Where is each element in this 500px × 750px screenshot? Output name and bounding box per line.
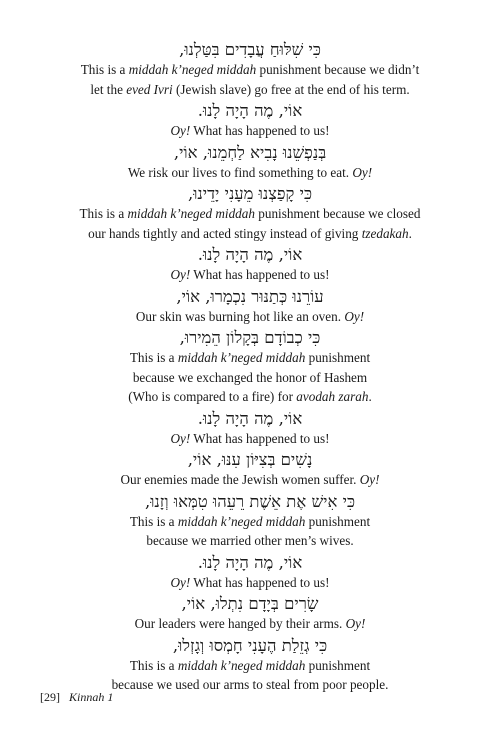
verse-block <box>40 553 460 595</box>
translation-line <box>40 387 460 407</box>
translation-line <box>40 80 460 100</box>
translation-line <box>40 656 460 676</box>
translation-text: (Jewish slave) go free at the end of his term. <box>172 81 410 97</box>
hebrew-line: כִּי גְזֵלַת הֶעָנִי חָמְסוּ וְגָזְלוּ, <box>172 635 328 655</box>
italic-term: Oy! <box>170 430 191 446</box>
italic-term: middah k’neged middah <box>127 206 255 221</box>
hebrew-line: בְּנַפְשֵׁנוּ נָבִיא לַחְמֵנוּ, אוֹי, <box>173 142 327 162</box>
verse-block <box>40 409 460 451</box>
translation-text: Our skin was burning hot like an oven. <box>135 308 345 324</box>
hebrew-line: אוֹי, מֶה הָיָה לָנוּ. <box>197 101 303 120</box>
hebrew-line: שָׂרִים בְּיָדָם נִתְלוּ, אוֹי, <box>181 594 319 613</box>
verse-block <box>40 492 460 553</box>
italic-term: Oy! <box>345 616 366 631</box>
italic-term: middah k’neged middah <box>177 513 306 529</box>
verse-block <box>40 143 460 185</box>
hebrew-line: נָשִׁים בְּצִיּוֹן עִנּוּ, אוֹי, <box>187 450 313 469</box>
italic-term: Oy! <box>359 472 380 487</box>
translation-text: Our enemies made the Jewish women suffer. <box>120 472 360 487</box>
translation-line <box>40 368 460 388</box>
italic-term: tzedakah <box>361 225 409 241</box>
italic-term: eved Ivri <box>126 81 173 97</box>
italic-term: Oy! <box>344 308 365 324</box>
page-footer <box>40 690 113 705</box>
translation-text: punishment <box>305 657 371 673</box>
translation-text: This is a <box>129 657 178 673</box>
translation-text: punishment because we didn’t <box>256 62 420 77</box>
translation-line <box>40 573 460 593</box>
translation-text: because we married other men’s wives. <box>146 533 354 548</box>
italic-term: Oy! <box>170 123 191 138</box>
translation-text: This is a <box>129 350 178 365</box>
translation-text: . <box>368 389 372 404</box>
translation-line <box>40 348 460 368</box>
verse-block <box>40 184 460 245</box>
translation-text: We risk our lives to find something to eat. <box>127 164 353 180</box>
translation-line <box>40 204 460 224</box>
translation-text: What has happened to us! <box>190 123 330 138</box>
translation-line <box>40 512 460 532</box>
translation-text: punishment because we closed <box>254 206 421 221</box>
translation-line <box>40 121 460 141</box>
hebrew-line: אוֹי, מֶה הָיָה לָנוּ. <box>197 245 303 264</box>
hebrew-line: כִּי שִׁלּוּחַ עֲבָדִים בִּטַּלְנוּ, <box>179 40 321 59</box>
italic-term: middah k’neged middah <box>177 657 306 673</box>
translation-line <box>40 163 460 183</box>
translation-line <box>40 531 460 551</box>
translation-line <box>40 307 460 327</box>
verse-block <box>40 245 460 287</box>
translation-line <box>40 265 460 285</box>
hebrew-line: אוֹי, מֶה הָיָה לָנוּ. <box>197 408 303 428</box>
verse-block <box>40 328 460 409</box>
translation-text: let the <box>90 81 127 97</box>
translation-text: because we used our arms to steal from poor people. <box>111 677 389 692</box>
verse-block <box>40 450 460 492</box>
verse-block <box>40 40 460 101</box>
translation-text: This is a <box>129 513 178 529</box>
translation-text: What has happened to us! <box>190 430 330 446</box>
translation-text: punishment <box>305 513 371 529</box>
verse-block <box>40 101 460 143</box>
hebrew-line: כִּי אִישׁ אֶת אֵשֶׁת רֵעֵהוּ טִמְּאוּ וְזָנוּ, <box>144 491 356 511</box>
translation-line <box>40 470 460 490</box>
translation-line <box>40 429 460 449</box>
translation-text: What has happened to us! <box>190 574 330 590</box>
translation-line <box>40 224 460 244</box>
hebrew-line: כִּי קָפַצְנוּ מֵעָנִי יָדֵינוּ, <box>187 184 313 203</box>
verse-block <box>40 594 460 636</box>
translation-line <box>40 60 460 80</box>
kinnah-text <box>40 40 460 697</box>
translation-text: This is a <box>79 206 128 221</box>
translation-text: This is a <box>80 62 129 77</box>
page-number: [29] <box>40 690 60 704</box>
translation-text: . <box>408 225 412 241</box>
translation-text: Our leaders were hanged by their arms. <box>134 616 346 631</box>
translation-text: our hands tightly and acted stingy instead of giving <box>88 225 362 241</box>
translation-line <box>40 614 460 634</box>
translation-text: because we exchanged the honor of Hashem <box>132 369 368 385</box>
translation-text: (Who is compared to a fire) for <box>128 389 297 404</box>
verse-block <box>40 636 460 697</box>
italic-term: middah k’neged middah <box>128 62 257 77</box>
translation-text: What has happened to us! <box>190 267 330 282</box>
italic-term: Oy! <box>170 574 191 590</box>
hebrew-line: אוֹי, מֶה הָיָה לָנוּ. <box>197 552 303 572</box>
italic-term: avodah zarah <box>296 389 369 404</box>
book-title: Kinnah 1 <box>69 690 114 704</box>
translation-text: punishment <box>305 350 371 365</box>
hebrew-line: עוֹרֵנוּ כְּתַנּוּר נִכְמָרוּ, אוֹי, <box>176 286 324 306</box>
italic-term: Oy! <box>352 164 373 180</box>
hebrew-line: כִּי כְבוֹדָם בְּקָלוֹן הֵמִירוּ, <box>179 328 321 347</box>
verse-block <box>40 287 460 329</box>
italic-term: middah k’neged middah <box>177 350 306 365</box>
italic-term: Oy! <box>170 267 191 282</box>
